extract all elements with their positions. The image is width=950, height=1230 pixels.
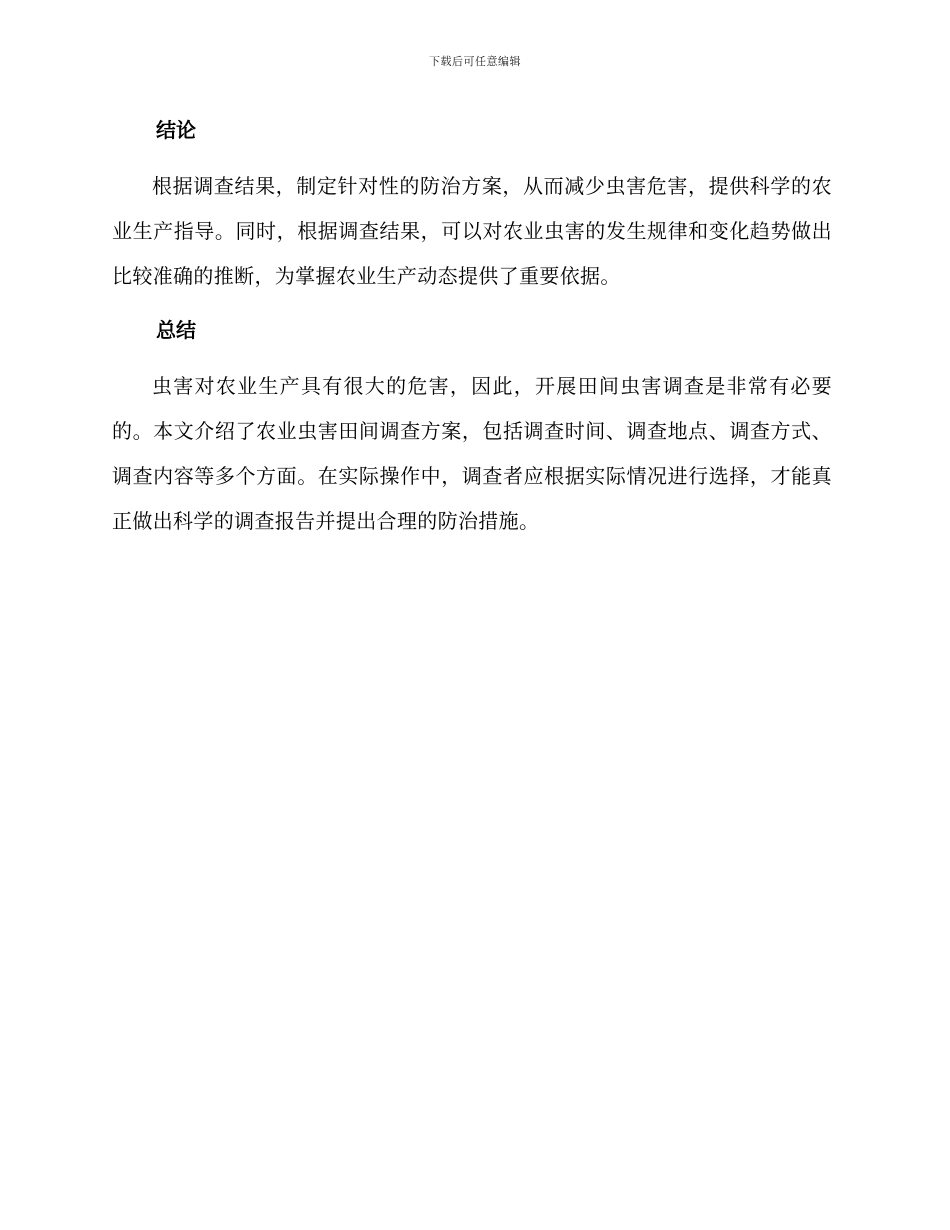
section-heading-summary: 总结 [156, 318, 196, 342]
section-paragraph-conclusion: 根据调查结果，制定针对性的防治方案，从而减少虫害危害，提供科学的农业生产指导。同时，根据调查结果，可以对农业虫害的发生规律和变化趋势做出比较准确的推断，为掌握农业生产动态提供了重要依据。 [112, 174, 832, 288]
section-paragraph-summary: 虫害对农业生产具有很大的危害，因此，开展田间虫害调查是非常有必要的。本文介绍了农业虫害田间调查方案，包括调查时间、调查地点、调查方式、调查内容等多个方面。在实际操作中，调查者应根据实际情况进行选择，才能真正做出科学的调查报告并提出合理的防治措施。 [112, 374, 832, 533]
section-heading-conclusion: 结论 [156, 118, 196, 142]
document-body [112, 112, 832, 544]
header-note: 下载后可任意编辑 [429, 55, 521, 68]
